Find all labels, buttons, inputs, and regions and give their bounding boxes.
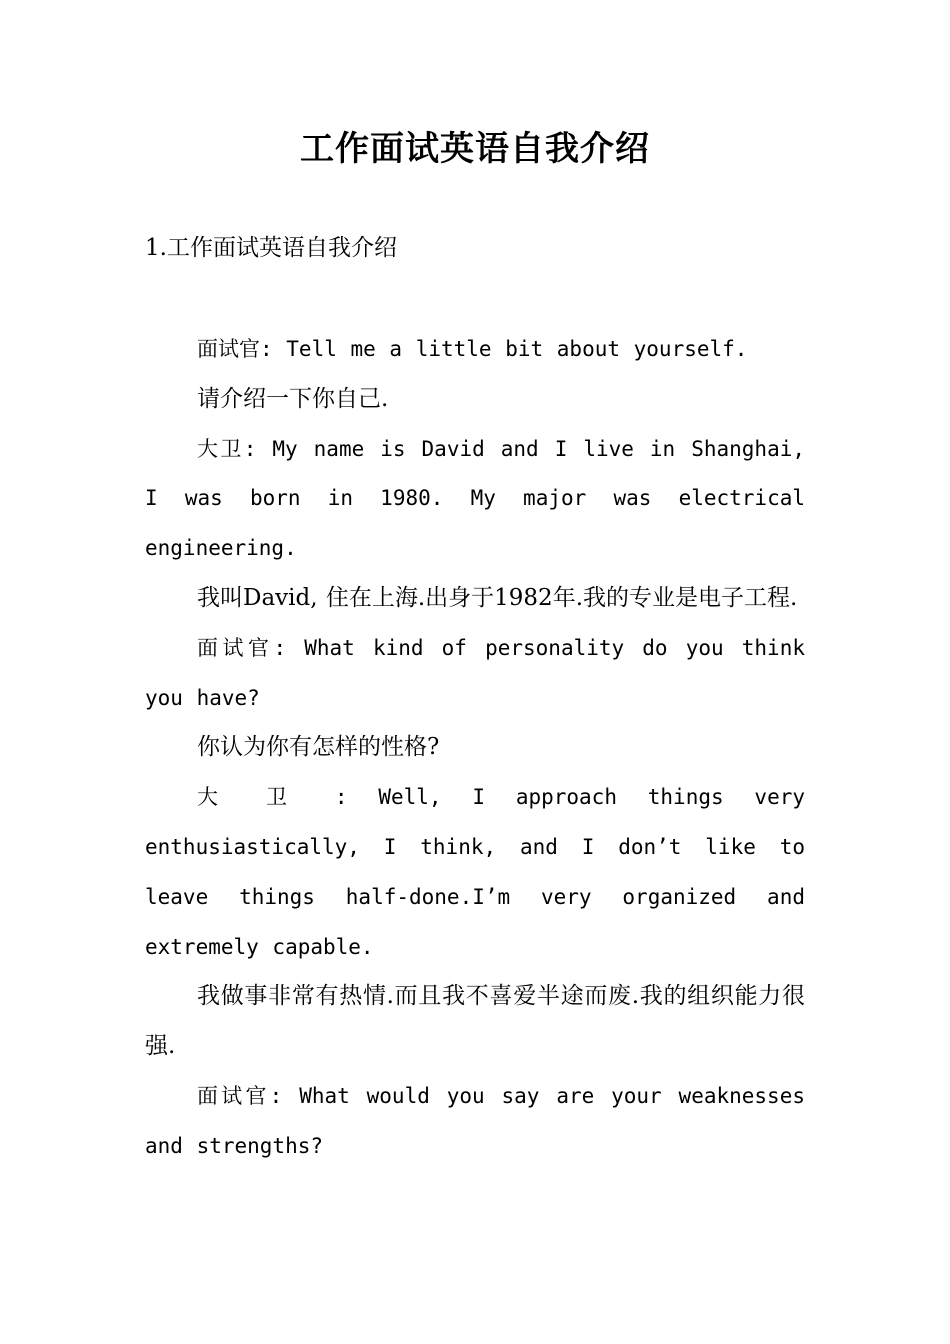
paragraph-translation-4: 我做事非常有热情.而且我不喜爱半途而废.我的组织能力很强. <box>145 983 805 1060</box>
paragraph-interviewer-question-3: 面试官: What would you say are your weaknesses and strengths? <box>145 1083 805 1158</box>
paragraph-david-answer-2: 大 卫 : Well, I approach things very enthusiastically, I think, and I don’t like to leave things half-done.I’m very organized and extremely capable. <box>145 785 805 959</box>
section-heading: 1.工作面试英语自我介绍 <box>145 235 397 261</box>
document-body <box>145 325 805 1172</box>
document-title: 工作面试英语自我介绍 <box>300 129 650 169</box>
paragraph-translation-2: 我叫David, 住在上海.出身于1982年.我的专业是电子工程. <box>197 584 798 611</box>
paragraph-david-answer-1: 大卫: My name is David and I live in Shanghai, I was born in 1980. My major was electrical engineering. <box>145 436 805 561</box>
paragraph-translation-3: 你认为你有怎样的性格? <box>197 734 440 761</box>
paragraph-translation-1: 请介绍一下你自己. <box>197 385 389 412</box>
paragraph-interviewer-question-2: 面试官: What kind of personality do you think you have? <box>145 635 805 710</box>
paragraph-interviewer-question-1: 面试官: Tell me a little bit about yourself. <box>197 337 748 361</box>
